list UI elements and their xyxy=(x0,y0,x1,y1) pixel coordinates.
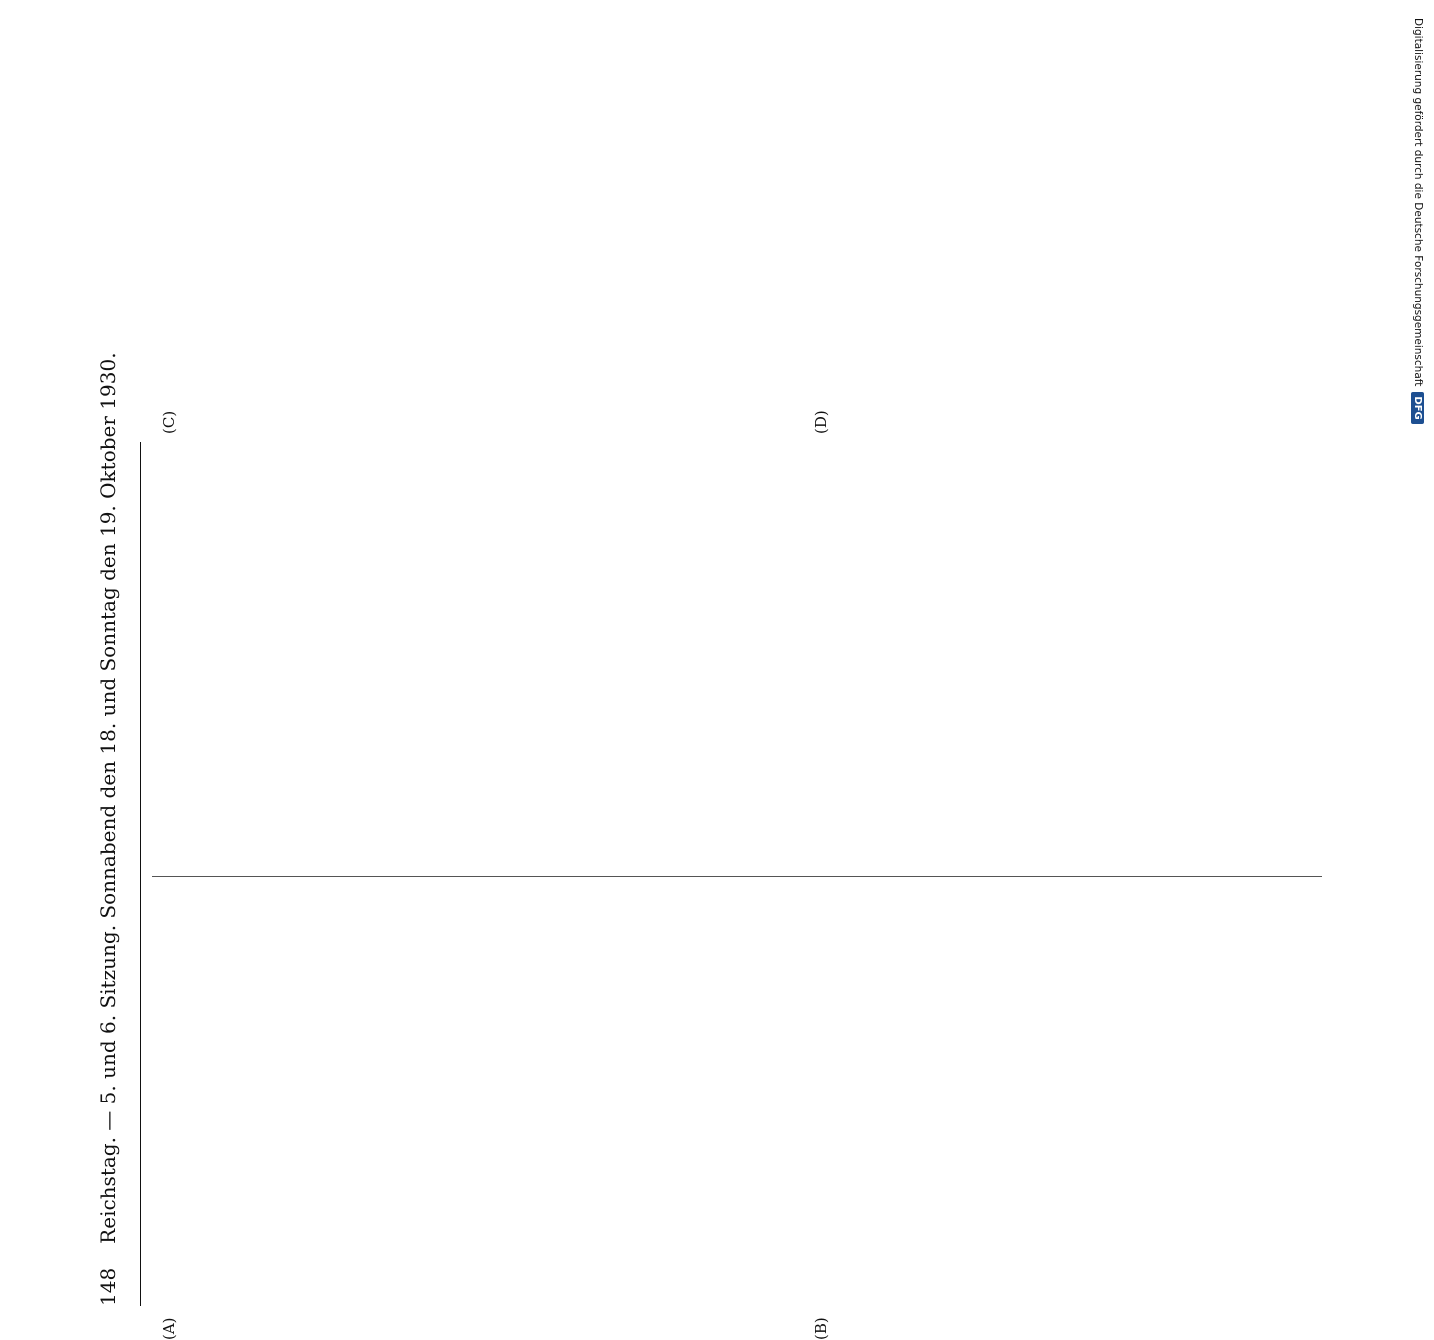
margin-marker-d: (D) xyxy=(812,410,830,434)
column-left xyxy=(152,896,1322,1306)
running-header xyxy=(96,352,136,1306)
running-title: Reichstag. — 5. und 6. Sitzung. Sonnabend den 18. und Sonntag den 19. Oktober 1930. xyxy=(96,352,120,1244)
page-upright xyxy=(96,352,1334,1340)
column-right xyxy=(152,442,1322,858)
dfg-logo: DFG xyxy=(1412,392,1425,423)
page-number: 148 xyxy=(96,1267,120,1306)
header-rule xyxy=(140,442,141,1306)
digitization-credit xyxy=(1404,18,1432,1000)
margin-marker-b: (B) xyxy=(812,1317,830,1340)
column-divider xyxy=(152,876,1322,877)
margin-marker-a: (A) xyxy=(160,1317,178,1340)
margin-marker-c: (C) xyxy=(160,410,178,434)
scanned-page-area xyxy=(96,68,1334,1340)
credit-text: Digitalisierung gefördert durch die Deutsche Forschungsgemeinschaft xyxy=(1412,18,1424,387)
